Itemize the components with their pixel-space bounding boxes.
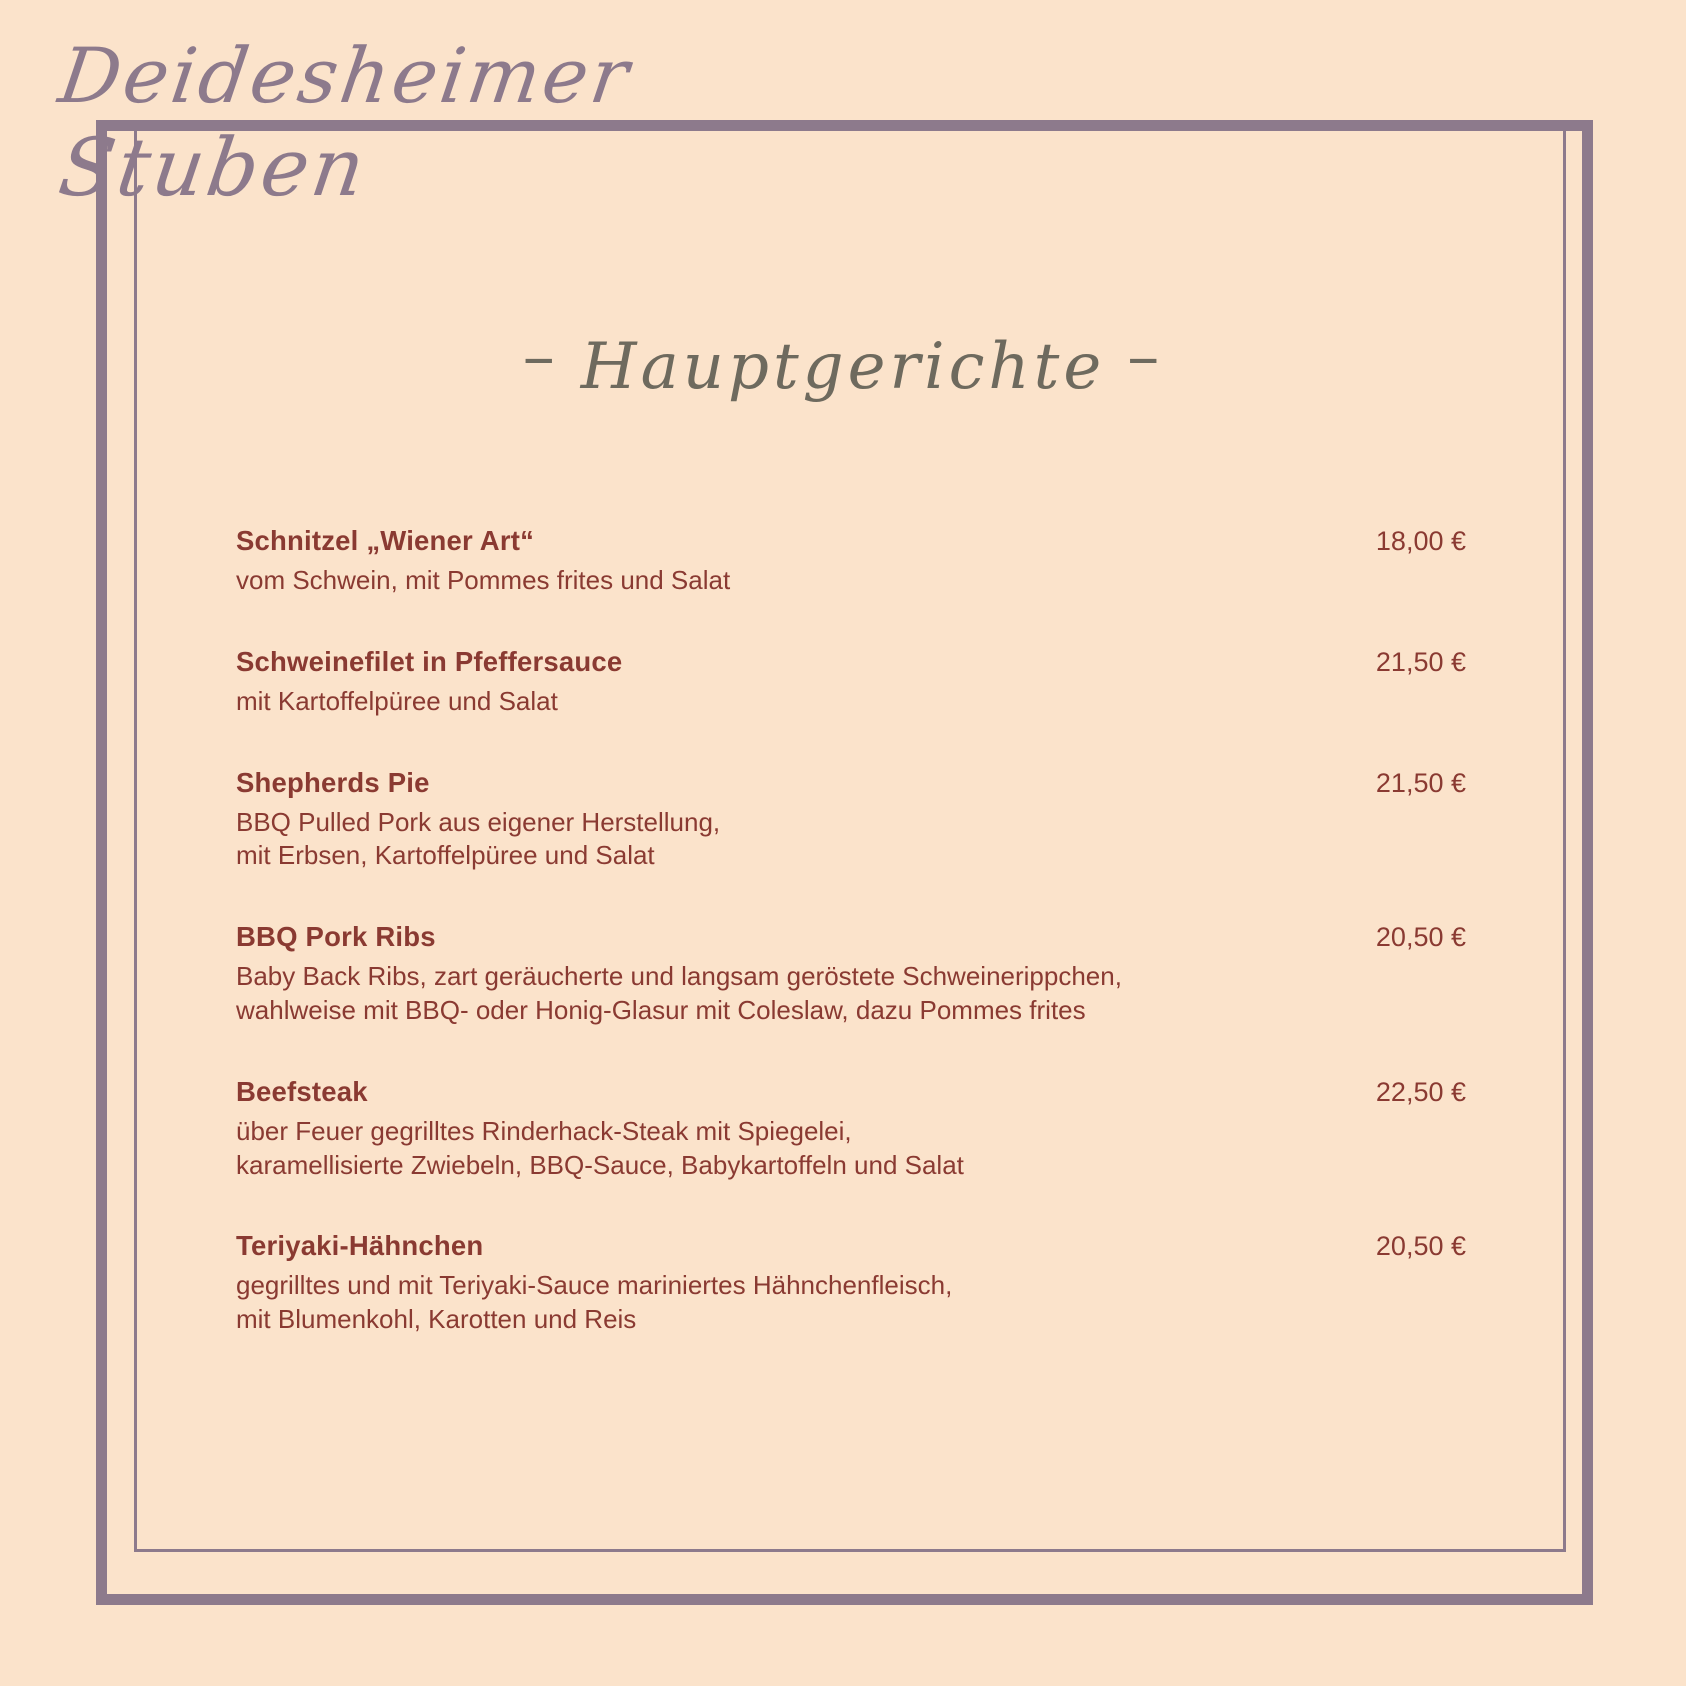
- menu-item-name: Teriyaki-Hähnchen: [236, 1230, 484, 1262]
- dash-left-decoration: –: [522, 320, 559, 394]
- menu-item-description-line: über Feuer gegrilltes Rinderhack-Steak mit Spiegelei,: [236, 1115, 852, 1146]
- menu-item-header: [236, 646, 1466, 678]
- menu-item-header: [236, 1076, 1466, 1108]
- restaurant-name-line-1: Deidesheimer: [53, 31, 637, 120]
- menu-item-name: Beefsteak: [236, 1075, 368, 1107]
- menu-item-description-line: mit Kartoffelpüree und Salat: [236, 685, 558, 716]
- menu-item-price: 20,50 €: [1375, 1231, 1466, 1262]
- menu-item-header: [236, 1230, 1466, 1262]
- menu-item-name: Schnitzel „Wiener Art“: [236, 525, 535, 556]
- menu-item: [236, 1076, 1466, 1183]
- menu-item-header: [236, 525, 1466, 557]
- menu-item-description-line: karamellisierte Zwiebeln, BBQ-Sauce, Babykartoffeln und Salat: [236, 1149, 964, 1180]
- menu-item-description-line: wahlweise mit BBQ- oder Honig-Glasur mit Coleslaw, dazu Pommes frites: [236, 994, 1086, 1025]
- menu-item: [236, 646, 1466, 719]
- menu-item-name: BBQ Pork Ribs: [236, 921, 436, 953]
- menu-item-description: [236, 564, 1466, 598]
- menu-item-price: 21,50 €: [1375, 767, 1466, 798]
- menu-item: [236, 921, 1466, 1028]
- menu-item: [236, 767, 1466, 874]
- section-title-text: Hauptgerichte: [580, 330, 1106, 404]
- dash-right-decoration: –: [1127, 320, 1164, 394]
- menu-item-description: [236, 806, 1466, 874]
- menu-item-description: [236, 1115, 1466, 1183]
- menu-item-description: [236, 960, 1466, 1028]
- menu-item-name: Shepherds Pie: [236, 766, 430, 798]
- menu-item: [236, 525, 1466, 598]
- menu-item-price: 20,50 €: [1375, 922, 1466, 953]
- menu-item-header: [236, 767, 1466, 799]
- menu-list: [236, 525, 1466, 1385]
- section-title: [0, 320, 1686, 404]
- menu-item: [236, 1230, 1466, 1337]
- menu-item-description: [236, 1269, 1466, 1337]
- menu-item-price: 18,00 €: [1375, 526, 1466, 556]
- menu-item-description-line: mit Blumenkohl, Karotten und Reis: [236, 1304, 637, 1335]
- menu-item-description-line: gegrilltes und mit Teriyaki-Sauce mariniertes Hähnchenfleisch,: [236, 1270, 953, 1301]
- menu-item-description-line: BBQ Pulled Pork aus eigener Herstellung,: [236, 806, 721, 837]
- menu-item-description-line: Baby Back Ribs, zart geräucherte und langsam geröstete Schweinerippchen,: [236, 961, 1122, 992]
- menu-item-price: 21,50 €: [1375, 646, 1466, 677]
- restaurant-name-line-2: Stuben: [53, 121, 374, 214]
- menu-item-description-line: vom Schwein, mit Pommes frites und Salat: [236, 565, 731, 595]
- menu-item-header: [236, 921, 1466, 953]
- menu-item-description: [236, 685, 1466, 719]
- menu-item-price: 22,50 €: [1375, 1076, 1466, 1107]
- restaurant-logo: [53, 31, 637, 214]
- menu-item-description-line: mit Erbsen, Kartoffelpüree und Salat: [236, 840, 655, 871]
- menu-item-name: Schweinefilet in Pfeffersauce: [236, 645, 623, 677]
